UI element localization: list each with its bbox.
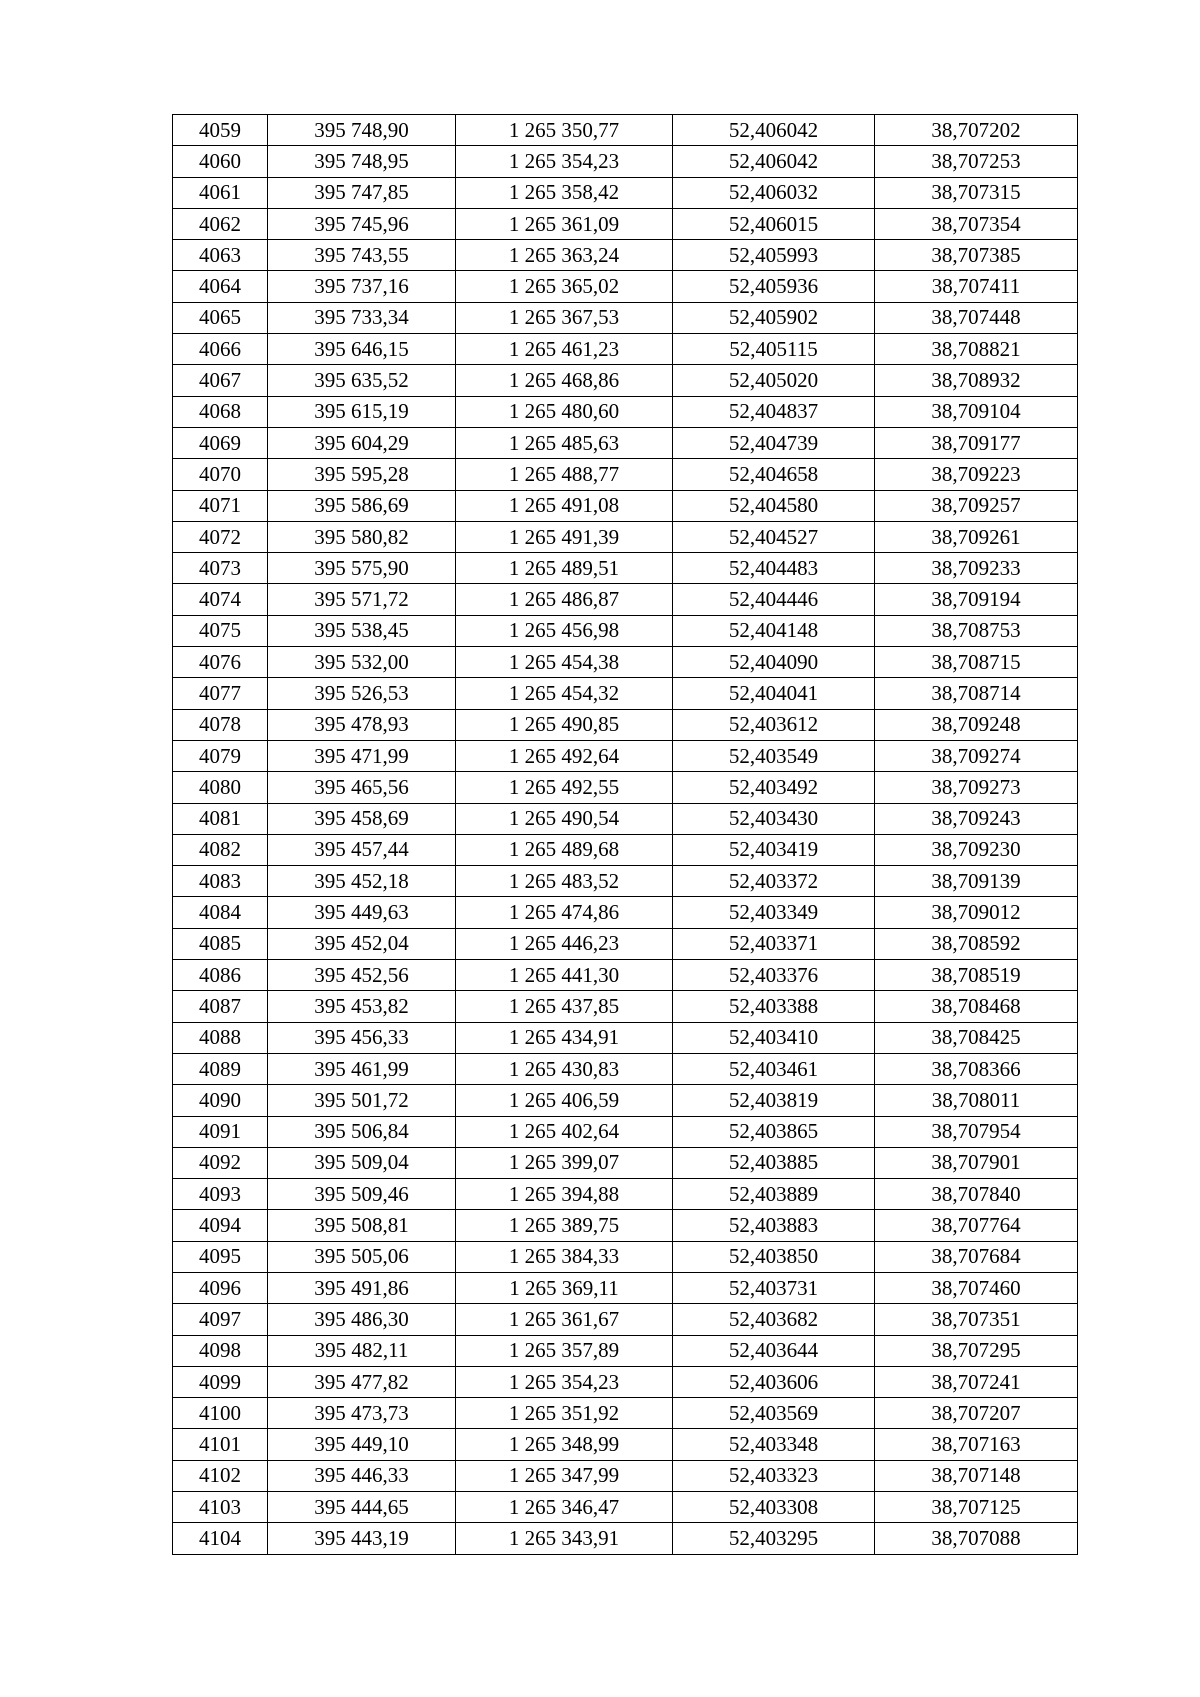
y-coordinate-cell: 1 265 343,91 — [456, 1523, 673, 1554]
point-number-cell: 4084 — [173, 897, 268, 928]
latitude-cell: 52,404446 — [673, 584, 875, 615]
latitude-cell: 52,403612 — [673, 709, 875, 740]
table-row — [173, 960, 1078, 991]
y-coordinate-cell: 1 265 351,92 — [456, 1398, 673, 1429]
longitude-cell: 38,708425 — [875, 1022, 1078, 1053]
y-coordinate-cell: 1 265 491,08 — [456, 490, 673, 521]
point-number-cell: 4083 — [173, 866, 268, 897]
x-coordinate-cell: 395 580,82 — [268, 521, 456, 552]
x-coordinate-cell: 395 571,72 — [268, 584, 456, 615]
longitude-cell: 38,709230 — [875, 834, 1078, 865]
x-coordinate-cell: 395 745,96 — [268, 208, 456, 239]
table-row — [173, 302, 1078, 333]
x-coordinate-cell: 395 449,10 — [268, 1429, 456, 1460]
longitude-cell: 38,707684 — [875, 1241, 1078, 1272]
coordinates-table — [172, 114, 1078, 1555]
longitude-cell: 38,707351 — [875, 1304, 1078, 1335]
table-row — [173, 1179, 1078, 1210]
table-row — [173, 1366, 1078, 1397]
longitude-cell: 38,709261 — [875, 521, 1078, 552]
y-coordinate-cell: 1 265 430,83 — [456, 1053, 673, 1084]
y-coordinate-cell: 1 265 361,09 — [456, 208, 673, 239]
longitude-cell: 38,708715 — [875, 647, 1078, 678]
y-coordinate-cell: 1 265 492,64 — [456, 740, 673, 771]
y-coordinate-cell: 1 265 480,60 — [456, 396, 673, 427]
x-coordinate-cell: 395 538,45 — [268, 615, 456, 646]
y-coordinate-cell: 1 265 446,23 — [456, 928, 673, 959]
latitude-cell: 52,404041 — [673, 678, 875, 709]
longitude-cell: 38,707315 — [875, 177, 1078, 208]
table-row — [173, 991, 1078, 1022]
longitude-cell: 38,707148 — [875, 1460, 1078, 1491]
x-coordinate-cell: 395 473,73 — [268, 1398, 456, 1429]
point-number-cell: 4099 — [173, 1366, 268, 1397]
y-coordinate-cell: 1 265 485,63 — [456, 427, 673, 458]
longitude-cell: 38,707764 — [875, 1210, 1078, 1241]
y-coordinate-cell: 1 265 492,55 — [456, 772, 673, 803]
point-number-cell: 4066 — [173, 334, 268, 365]
x-coordinate-cell: 395 743,55 — [268, 240, 456, 271]
point-number-cell: 4071 — [173, 490, 268, 521]
latitude-cell: 52,405936 — [673, 271, 875, 302]
latitude-cell: 52,404148 — [673, 615, 875, 646]
x-coordinate-cell: 395 595,28 — [268, 459, 456, 490]
longitude-cell: 38,707411 — [875, 271, 1078, 302]
y-coordinate-cell: 1 265 394,88 — [456, 1179, 673, 1210]
y-coordinate-cell: 1 265 441,30 — [456, 960, 673, 991]
point-number-cell: 4078 — [173, 709, 268, 740]
point-number-cell: 4082 — [173, 834, 268, 865]
longitude-cell: 38,707241 — [875, 1366, 1078, 1397]
y-coordinate-cell: 1 265 363,24 — [456, 240, 673, 271]
latitude-cell: 52,404483 — [673, 553, 875, 584]
latitude-cell: 52,406032 — [673, 177, 875, 208]
latitude-cell: 52,403492 — [673, 772, 875, 803]
table-row — [173, 146, 1078, 177]
x-coordinate-cell: 395 453,82 — [268, 991, 456, 1022]
x-coordinate-cell: 395 461,99 — [268, 1053, 456, 1084]
longitude-cell: 38,709139 — [875, 866, 1078, 897]
x-coordinate-cell: 395 747,85 — [268, 177, 456, 208]
table-row — [173, 1085, 1078, 1116]
point-number-cell: 4094 — [173, 1210, 268, 1241]
longitude-cell: 38,707448 — [875, 302, 1078, 333]
table-row — [173, 115, 1078, 146]
y-coordinate-cell: 1 265 402,64 — [456, 1116, 673, 1147]
y-coordinate-cell: 1 265 454,38 — [456, 647, 673, 678]
latitude-cell: 52,403323 — [673, 1460, 875, 1491]
longitude-cell: 38,707253 — [875, 146, 1078, 177]
longitude-cell: 38,709273 — [875, 772, 1078, 803]
table-row — [173, 740, 1078, 771]
table-row — [173, 1398, 1078, 1429]
latitude-cell: 52,403644 — [673, 1335, 875, 1366]
y-coordinate-cell: 1 265 384,33 — [456, 1241, 673, 1272]
latitude-cell: 52,403461 — [673, 1053, 875, 1084]
longitude-cell: 38,707207 — [875, 1398, 1078, 1429]
latitude-cell: 52,404658 — [673, 459, 875, 490]
table-row — [173, 490, 1078, 521]
table-row — [173, 647, 1078, 678]
table-row — [173, 1304, 1078, 1335]
point-number-cell: 4086 — [173, 960, 268, 991]
x-coordinate-cell: 395 646,15 — [268, 334, 456, 365]
y-coordinate-cell: 1 265 399,07 — [456, 1147, 673, 1178]
y-coordinate-cell: 1 265 354,23 — [456, 1366, 673, 1397]
longitude-cell: 38,708011 — [875, 1085, 1078, 1116]
x-coordinate-cell: 395 604,29 — [268, 427, 456, 458]
table-row — [173, 897, 1078, 928]
point-number-cell: 4062 — [173, 208, 268, 239]
latitude-cell: 52,404527 — [673, 521, 875, 552]
x-coordinate-cell: 395 452,56 — [268, 960, 456, 991]
y-coordinate-cell: 1 265 489,68 — [456, 834, 673, 865]
point-number-cell: 4079 — [173, 740, 268, 771]
point-number-cell: 4064 — [173, 271, 268, 302]
latitude-cell: 52,403883 — [673, 1210, 875, 1241]
table-row — [173, 396, 1078, 427]
y-coordinate-cell: 1 265 367,53 — [456, 302, 673, 333]
y-coordinate-cell: 1 265 406,59 — [456, 1085, 673, 1116]
longitude-cell: 38,708753 — [875, 615, 1078, 646]
point-number-cell: 4068 — [173, 396, 268, 427]
latitude-cell: 52,403682 — [673, 1304, 875, 1335]
latitude-cell: 52,403295 — [673, 1523, 875, 1554]
point-number-cell: 4101 — [173, 1429, 268, 1460]
longitude-cell: 38,708932 — [875, 365, 1078, 396]
point-number-cell: 4063 — [173, 240, 268, 271]
x-coordinate-cell: 395 586,69 — [268, 490, 456, 521]
x-coordinate-cell: 395 478,93 — [268, 709, 456, 740]
y-coordinate-cell: 1 265 490,54 — [456, 803, 673, 834]
table-row — [173, 1335, 1078, 1366]
point-number-cell: 4096 — [173, 1272, 268, 1303]
latitude-cell: 52,405993 — [673, 240, 875, 271]
longitude-cell: 38,708468 — [875, 991, 1078, 1022]
latitude-cell: 52,404580 — [673, 490, 875, 521]
y-coordinate-cell: 1 265 468,86 — [456, 365, 673, 396]
latitude-cell: 52,403569 — [673, 1398, 875, 1429]
latitude-cell: 52,404090 — [673, 647, 875, 678]
table-row — [173, 334, 1078, 365]
longitude-cell: 38,707460 — [875, 1272, 1078, 1303]
point-number-cell: 4069 — [173, 427, 268, 458]
longitude-cell: 38,707163 — [875, 1429, 1078, 1460]
point-number-cell: 4098 — [173, 1335, 268, 1366]
point-number-cell: 4081 — [173, 803, 268, 834]
longitude-cell: 38,707202 — [875, 115, 1078, 146]
table-row — [173, 240, 1078, 271]
x-coordinate-cell: 395 452,18 — [268, 866, 456, 897]
longitude-cell: 38,709248 — [875, 709, 1078, 740]
x-coordinate-cell: 395 506,84 — [268, 1116, 456, 1147]
point-number-cell: 4085 — [173, 928, 268, 959]
x-coordinate-cell: 395 509,46 — [268, 1179, 456, 1210]
point-number-cell: 4072 — [173, 521, 268, 552]
point-number-cell: 4097 — [173, 1304, 268, 1335]
point-number-cell: 4104 — [173, 1523, 268, 1554]
latitude-cell: 52,405115 — [673, 334, 875, 365]
longitude-cell: 38,707954 — [875, 1116, 1078, 1147]
table-row — [173, 928, 1078, 959]
longitude-cell: 38,709257 — [875, 490, 1078, 521]
point-number-cell: 4080 — [173, 772, 268, 803]
longitude-cell: 38,707840 — [875, 1179, 1078, 1210]
latitude-cell: 52,403885 — [673, 1147, 875, 1178]
table-row — [173, 803, 1078, 834]
y-coordinate-cell: 1 265 358,42 — [456, 177, 673, 208]
table-row — [173, 834, 1078, 865]
y-coordinate-cell: 1 265 389,75 — [456, 1210, 673, 1241]
x-coordinate-cell: 395 748,90 — [268, 115, 456, 146]
longitude-cell: 38,709223 — [875, 459, 1078, 490]
latitude-cell: 52,405902 — [673, 302, 875, 333]
x-coordinate-cell: 395 748,95 — [268, 146, 456, 177]
x-coordinate-cell: 395 457,44 — [268, 834, 456, 865]
table-row — [173, 866, 1078, 897]
point-number-cell: 4067 — [173, 365, 268, 396]
y-coordinate-cell: 1 265 361,67 — [456, 1304, 673, 1335]
x-coordinate-cell: 395 477,82 — [268, 1366, 456, 1397]
point-number-cell: 4095 — [173, 1241, 268, 1272]
latitude-cell: 52,406015 — [673, 208, 875, 239]
y-coordinate-cell: 1 265 354,23 — [456, 146, 673, 177]
x-coordinate-cell: 395 491,86 — [268, 1272, 456, 1303]
point-number-cell: 4091 — [173, 1116, 268, 1147]
point-number-cell: 4059 — [173, 115, 268, 146]
point-number-cell: 4061 — [173, 177, 268, 208]
longitude-cell: 38,707901 — [875, 1147, 1078, 1178]
longitude-cell: 38,707354 — [875, 208, 1078, 239]
table-row — [173, 365, 1078, 396]
table-row — [173, 1022, 1078, 1053]
y-coordinate-cell: 1 265 357,89 — [456, 1335, 673, 1366]
latitude-cell: 52,406042 — [673, 115, 875, 146]
table-row — [173, 1241, 1078, 1272]
table-row — [173, 459, 1078, 490]
table-row — [173, 427, 1078, 458]
x-coordinate-cell: 395 615,19 — [268, 396, 456, 427]
latitude-cell: 52,403388 — [673, 991, 875, 1022]
y-coordinate-cell: 1 265 350,77 — [456, 115, 673, 146]
latitude-cell: 52,406042 — [673, 146, 875, 177]
y-coordinate-cell: 1 265 348,99 — [456, 1429, 673, 1460]
x-coordinate-cell: 395 482,11 — [268, 1335, 456, 1366]
table-row — [173, 1429, 1078, 1460]
x-coordinate-cell: 395 471,99 — [268, 740, 456, 771]
x-coordinate-cell: 395 505,06 — [268, 1241, 456, 1272]
latitude-cell: 52,403549 — [673, 740, 875, 771]
y-coordinate-cell: 1 265 456,98 — [456, 615, 673, 646]
point-number-cell: 4073 — [173, 553, 268, 584]
table-row — [173, 1460, 1078, 1491]
point-number-cell: 4076 — [173, 647, 268, 678]
y-coordinate-cell: 1 265 474,86 — [456, 897, 673, 928]
y-coordinate-cell: 1 265 454,32 — [456, 678, 673, 709]
longitude-cell: 38,707295 — [875, 1335, 1078, 1366]
table-row — [173, 1492, 1078, 1523]
table-row — [173, 1210, 1078, 1241]
longitude-cell: 38,709012 — [875, 897, 1078, 928]
y-coordinate-cell: 1 265 365,02 — [456, 271, 673, 302]
x-coordinate-cell: 395 526,53 — [268, 678, 456, 709]
y-coordinate-cell: 1 265 369,11 — [456, 1272, 673, 1303]
x-coordinate-cell: 395 737,16 — [268, 271, 456, 302]
latitude-cell: 52,403372 — [673, 866, 875, 897]
table-row — [173, 678, 1078, 709]
latitude-cell: 52,404739 — [673, 427, 875, 458]
x-coordinate-cell: 395 458,69 — [268, 803, 456, 834]
point-number-cell: 4090 — [173, 1085, 268, 1116]
point-number-cell: 4087 — [173, 991, 268, 1022]
table-row — [173, 208, 1078, 239]
longitude-cell: 38,709177 — [875, 427, 1078, 458]
latitude-cell: 52,403889 — [673, 1179, 875, 1210]
latitude-cell: 52,404837 — [673, 396, 875, 427]
longitude-cell: 38,709243 — [875, 803, 1078, 834]
latitude-cell: 52,403430 — [673, 803, 875, 834]
point-number-cell: 4093 — [173, 1179, 268, 1210]
longitude-cell: 38,709104 — [875, 396, 1078, 427]
latitude-cell: 52,403819 — [673, 1085, 875, 1116]
x-coordinate-cell: 395 456,33 — [268, 1022, 456, 1053]
longitude-cell: 38,708714 — [875, 678, 1078, 709]
x-coordinate-cell: 395 635,52 — [268, 365, 456, 396]
point-number-cell: 4102 — [173, 1460, 268, 1491]
point-number-cell: 4100 — [173, 1398, 268, 1429]
x-coordinate-cell: 395 501,72 — [268, 1085, 456, 1116]
y-coordinate-cell: 1 265 491,39 — [456, 521, 673, 552]
table-row — [173, 1053, 1078, 1084]
table-row — [173, 709, 1078, 740]
y-coordinate-cell: 1 265 346,47 — [456, 1492, 673, 1523]
x-coordinate-cell: 395 508,81 — [268, 1210, 456, 1241]
y-coordinate-cell: 1 265 434,91 — [456, 1022, 673, 1053]
longitude-cell: 38,708366 — [875, 1053, 1078, 1084]
table-row — [173, 772, 1078, 803]
longitude-cell: 38,707385 — [875, 240, 1078, 271]
latitude-cell: 52,403308 — [673, 1492, 875, 1523]
x-coordinate-cell: 395 449,63 — [268, 897, 456, 928]
table-row — [173, 521, 1078, 552]
x-coordinate-cell: 395 443,19 — [268, 1523, 456, 1554]
longitude-cell: 38,708592 — [875, 928, 1078, 959]
longitude-cell: 38,707125 — [875, 1492, 1078, 1523]
point-number-cell: 4089 — [173, 1053, 268, 1084]
longitude-cell: 38,709233 — [875, 553, 1078, 584]
latitude-cell: 52,403371 — [673, 928, 875, 959]
y-coordinate-cell: 1 265 486,87 — [456, 584, 673, 615]
latitude-cell: 52,403606 — [673, 1366, 875, 1397]
x-coordinate-cell: 395 444,65 — [268, 1492, 456, 1523]
point-number-cell: 4075 — [173, 615, 268, 646]
x-coordinate-cell: 395 465,56 — [268, 772, 456, 803]
point-number-cell: 4060 — [173, 146, 268, 177]
longitude-cell: 38,709274 — [875, 740, 1078, 771]
latitude-cell: 52,403419 — [673, 834, 875, 865]
x-coordinate-cell: 395 452,04 — [268, 928, 456, 959]
latitude-cell: 52,405020 — [673, 365, 875, 396]
x-coordinate-cell: 395 509,04 — [268, 1147, 456, 1178]
table-row — [173, 553, 1078, 584]
y-coordinate-cell: 1 265 347,99 — [456, 1460, 673, 1491]
table-row — [173, 1116, 1078, 1147]
longitude-cell: 38,709194 — [875, 584, 1078, 615]
table-row — [173, 177, 1078, 208]
point-number-cell: 4077 — [173, 678, 268, 709]
table-row — [173, 1523, 1078, 1554]
point-number-cell: 4074 — [173, 584, 268, 615]
longitude-cell: 38,708519 — [875, 960, 1078, 991]
longitude-cell: 38,708821 — [875, 334, 1078, 365]
y-coordinate-cell: 1 265 461,23 — [456, 334, 673, 365]
point-number-cell: 4092 — [173, 1147, 268, 1178]
point-number-cell: 4103 — [173, 1492, 268, 1523]
latitude-cell: 52,403410 — [673, 1022, 875, 1053]
x-coordinate-cell: 395 575,90 — [268, 553, 456, 584]
point-number-cell: 4070 — [173, 459, 268, 490]
table-row — [173, 584, 1078, 615]
y-coordinate-cell: 1 265 483,52 — [456, 866, 673, 897]
point-number-cell: 4088 — [173, 1022, 268, 1053]
y-coordinate-cell: 1 265 490,85 — [456, 709, 673, 740]
y-coordinate-cell: 1 265 488,77 — [456, 459, 673, 490]
latitude-cell: 52,403865 — [673, 1116, 875, 1147]
y-coordinate-cell: 1 265 437,85 — [456, 991, 673, 1022]
latitude-cell: 52,403731 — [673, 1272, 875, 1303]
y-coordinate-cell: 1 265 489,51 — [456, 553, 673, 584]
longitude-cell: 38,707088 — [875, 1523, 1078, 1554]
point-number-cell: 4065 — [173, 302, 268, 333]
latitude-cell: 52,403348 — [673, 1429, 875, 1460]
table-row — [173, 1272, 1078, 1303]
table-body — [173, 115, 1078, 1555]
x-coordinate-cell: 395 446,33 — [268, 1460, 456, 1491]
x-coordinate-cell: 395 733,34 — [268, 302, 456, 333]
table-row — [173, 1147, 1078, 1178]
latitude-cell: 52,403850 — [673, 1241, 875, 1272]
x-coordinate-cell: 395 486,30 — [268, 1304, 456, 1335]
table-row — [173, 271, 1078, 302]
x-coordinate-cell: 395 532,00 — [268, 647, 456, 678]
latitude-cell: 52,403349 — [673, 897, 875, 928]
table-row — [173, 615, 1078, 646]
latitude-cell: 52,403376 — [673, 960, 875, 991]
